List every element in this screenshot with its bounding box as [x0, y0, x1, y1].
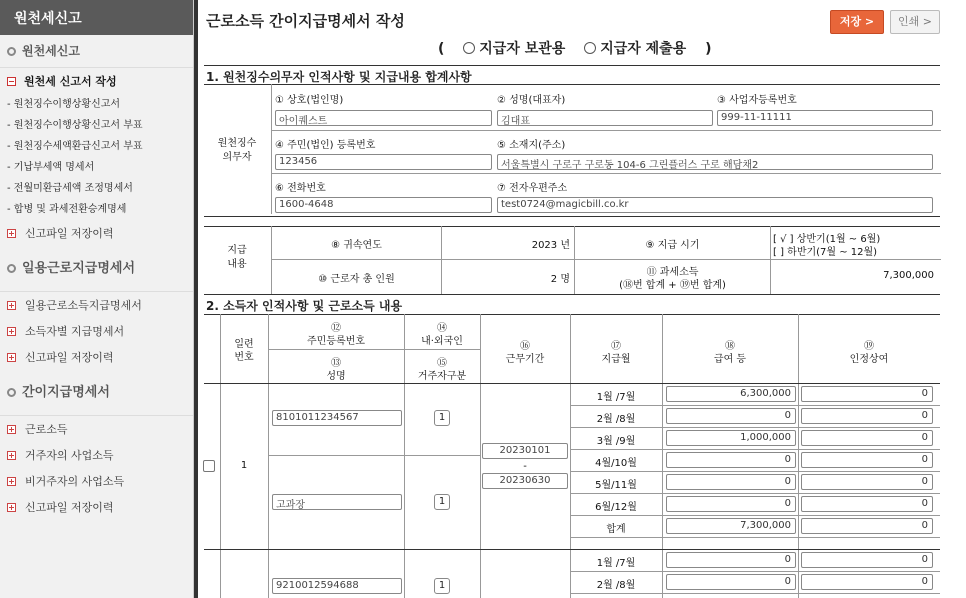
- section2-title: 2. 소득자 인적사항 및 근로소득 내용: [206, 299, 403, 313]
- rrn-input-2[interactable]: 9210012594688: [272, 578, 402, 594]
- headcount-value: 2 명: [550, 274, 570, 285]
- residency-header: 거주자구분: [417, 371, 467, 382]
- year-label: ⑧ 귀속연도: [331, 240, 382, 251]
- radio-label: 지급자 보관용: [479, 41, 566, 57]
- employee-checkbox[interactable]: [203, 460, 215, 472]
- bonus-input[interactable]: 0: [801, 408, 933, 424]
- section1-title: 1. 원천징수의무자 인적사항 및 지급내용 합계사항: [206, 70, 472, 84]
- bonus-input[interactable]: 0: [801, 474, 933, 490]
- taxable-income-label: ⑪ 과세소득: [646, 267, 699, 278]
- print-button[interactable]: 인쇄 >: [890, 10, 940, 34]
- taxable-income-sub: (⑱번 합계 + ⑲번 합계): [619, 280, 726, 291]
- pay-input[interactable]: 0: [666, 474, 796, 490]
- sidebar-item-daily[interactable]: [0, 292, 193, 318]
- sidebar-group-label: 원천세 신고서 작성: [24, 75, 117, 88]
- expand-icon: [7, 353, 16, 362]
- expand-icon: [7, 477, 16, 486]
- h18-num: ⑱: [725, 341, 735, 352]
- sidebar-section-label: 일용근로지급명세서: [22, 261, 136, 276]
- pay-input[interactable]: 6,300,000: [666, 386, 796, 402]
- month-label: 1월 /7월: [596, 558, 636, 569]
- reg-number-input[interactable]: 123456: [275, 154, 492, 170]
- sidebar-section-withholding[interactable]: [0, 35, 193, 68]
- pay-input[interactable]: 0: [666, 496, 796, 512]
- copy-type-selector: [438, 38, 712, 58]
- sidebar-item-simple[interactable]: [0, 494, 193, 520]
- circle-icon: [7, 264, 16, 273]
- main-content: [198, 0, 966, 598]
- month-label: 3월 /9월: [596, 436, 636, 447]
- rrn-input[interactable]: 8101011234567: [272, 410, 402, 426]
- rule: [204, 383, 940, 384]
- sidebar-sub-item[interactable]: - 기납부세액 명세서: [7, 162, 95, 173]
- sidebar-item-label: 신고파일 저장이력: [25, 227, 114, 240]
- bonus-input[interactable]: 0: [801, 430, 933, 446]
- residency-input[interactable]: 1: [434, 494, 450, 510]
- pay-input[interactable]: 7,300,000: [666, 518, 796, 534]
- seq-header: 일련 번호: [234, 339, 254, 363]
- bonus-input[interactable]: 0: [801, 496, 933, 512]
- month-label: 4월/10월: [595, 458, 637, 469]
- period-dash: -: [523, 461, 527, 472]
- expand-icon: [7, 451, 16, 460]
- sidebar-item-label: 일용근로소득지급명세서: [25, 299, 142, 312]
- sidebar: [0, 0, 194, 598]
- sidebar-item-simple[interactable]: [0, 442, 193, 468]
- month-label: 2월 /8월: [596, 580, 636, 591]
- month-label: 6월/12월: [595, 502, 637, 513]
- biz-number-input[interactable]: 999-11-11111: [717, 110, 933, 126]
- reg-number-label: ④ 주민(법인) 등록번호: [275, 140, 376, 151]
- sidebar-item-simple[interactable]: [0, 468, 193, 494]
- pay-input[interactable]: 0: [666, 574, 796, 590]
- bonus-input[interactable]: 0: [801, 386, 933, 402]
- h14-num: ⑭: [437, 323, 447, 334]
- month-label: 1월 /7월: [596, 392, 636, 403]
- h17-num: ⑰: [611, 341, 621, 352]
- address-label: ⑤ 소재지(주소): [497, 140, 566, 151]
- h13-num: ⑬: [331, 358, 341, 369]
- paren-open: (: [438, 41, 445, 57]
- month-label: 합계: [606, 524, 626, 535]
- collapse-icon: [7, 77, 16, 86]
- sidebar-group-report[interactable]: [0, 68, 193, 94]
- expand-icon: [7, 425, 16, 434]
- h19-num: ⑲: [864, 341, 874, 352]
- sidebar-sub-item[interactable]: - 원천징수세액환급신고서 부표: [7, 141, 143, 152]
- sidebar-item-daily[interactable]: [0, 344, 193, 370]
- first-half-option[interactable]: [ √ ] 상반기(1월 ~ 6월): [773, 234, 881, 245]
- sidebar-sub-item[interactable]: - 합병 및 과세전환승계명세: [7, 204, 127, 215]
- sidebar-section-label: 원천세신고: [22, 43, 80, 58]
- sidebar-item-label: 비거주자의 사업소득: [25, 475, 125, 488]
- bonus-input[interactable]: 0: [801, 452, 933, 468]
- company-name-label: ① 상호(법인명): [275, 95, 344, 106]
- withholder-label: 원천징수 의무자: [217, 138, 257, 163]
- nationality-input-2[interactable]: 1: [434, 578, 450, 594]
- sidebar-item-label: 신고파일 저장이력: [25, 501, 114, 514]
- expand-icon: [7, 327, 16, 336]
- radio-payer-keep[interactable]: [463, 42, 475, 54]
- sidebar-item-label: 근로소득: [25, 423, 68, 436]
- sidebar-item-label: 거주자의 사업소득: [25, 449, 114, 462]
- sidebar-item-label: 신고파일 저장이력: [25, 351, 114, 364]
- h12-num: ⑫: [331, 323, 341, 334]
- h15-num: ⑮: [437, 358, 447, 369]
- pay-input[interactable]: 0: [666, 408, 796, 424]
- rrn-header: 주민등록번호: [307, 336, 365, 347]
- rule: [204, 314, 940, 315]
- sidebar-section-simple[interactable]: [0, 370, 193, 416]
- email-input[interactable]: test0724@magicbill.co.kr: [497, 197, 933, 213]
- expand-icon: [7, 301, 16, 310]
- rule: [204, 226, 940, 227]
- pay-input[interactable]: 0: [666, 452, 796, 468]
- phone-label: ⑥ 전화번호: [275, 183, 326, 194]
- address-input[interactable]: 서울특별시 구로구 구로동 104-6 그린플러스 구로 해담채2: [497, 154, 933, 170]
- bonus-input[interactable]: 0: [801, 574, 933, 590]
- sidebar-sub-item[interactable]: - 전월미환급세액 조정명세서: [7, 183, 133, 194]
- nationality-header: 내·외국인: [421, 336, 463, 347]
- ceo-name-label: ② 성명(대표자): [497, 95, 566, 106]
- pay-input[interactable]: 0: [666, 552, 796, 568]
- rule: [204, 294, 940, 295]
- sidebar-title: 원천세신고: [0, 0, 193, 35]
- bonus-input[interactable]: 0: [801, 518, 933, 534]
- sidebar-sub-item[interactable]: - 원천징수이행상황신고서: [7, 99, 121, 110]
- rule: [204, 65, 940, 66]
- radio-payer-submit[interactable]: [584, 42, 596, 54]
- phone-input[interactable]: 1600-4648: [275, 197, 492, 213]
- headcount-label: ⑩ 근로자 총 인원: [318, 274, 395, 285]
- taxable-income-value: 7,300,000: [883, 270, 934, 281]
- biz-number-label: ③ 사업자등록번호: [717, 95, 797, 106]
- payment-label: 지급 내용: [227, 245, 247, 270]
- ceo-name-input[interactable]: 김대표: [497, 110, 713, 126]
- period-header: 근무기간: [505, 354, 545, 365]
- second-half-option[interactable]: [ ] 하반기(7월 ~ 12월): [773, 247, 878, 258]
- save-button[interactable]: 저장 >: [830, 10, 884, 34]
- month-header: 지급월: [601, 354, 631, 365]
- sidebar-sub-item[interactable]: - 원천징수이행상황신고서 부표: [7, 120, 143, 131]
- expand-icon: [7, 229, 16, 238]
- name-header: 성명: [326, 371, 346, 382]
- circle-icon: [7, 47, 16, 56]
- year-value: 2023 년: [531, 240, 570, 251]
- company-name-input[interactable]: 아이퀘스트: [275, 110, 492, 126]
- pay-header: 급여 등: [713, 354, 747, 365]
- email-label: ⑦ 전자우편주소: [497, 183, 568, 194]
- period-start-input[interactable]: 20230101: [482, 443, 568, 459]
- rule: [204, 216, 940, 217]
- month-label: 2월 /8월: [596, 414, 636, 425]
- sidebar-item-simple[interactable]: [0, 416, 193, 442]
- sidebar-item-daily[interactable]: [0, 318, 193, 344]
- radio-label: 지급자 제출용: [600, 41, 687, 57]
- bonus-header: 인정상여: [849, 354, 889, 365]
- sidebar-section-label: 간이지급명세서: [22, 385, 110, 400]
- sidebar-section-daily[interactable]: [0, 246, 193, 292]
- name-input[interactable]: 고과장: [272, 494, 402, 510]
- employee-seq: 1: [240, 460, 248, 471]
- nationality-input[interactable]: 1: [434, 410, 450, 426]
- pay-input[interactable]: 1,000,000: [666, 430, 796, 446]
- circle-icon: [7, 388, 16, 397]
- sidebar-item-file-history[interactable]: [0, 220, 193, 246]
- paren-close: ): [705, 41, 712, 57]
- bonus-input[interactable]: 0: [801, 552, 933, 568]
- rule: [204, 549, 940, 550]
- expand-icon: [7, 503, 16, 512]
- period-end-input[interactable]: 20230630: [482, 473, 568, 489]
- page-title: 근로소득 간이지급명세서 작성: [206, 12, 405, 30]
- pay-period-label: ⑨ 지급 시기: [645, 240, 700, 251]
- sidebar-item-label: 소득자별 지급명세서: [25, 325, 125, 338]
- rule: [204, 84, 940, 85]
- month-label: 5월/11월: [595, 480, 637, 491]
- h16-num: ⑯: [520, 341, 530, 352]
